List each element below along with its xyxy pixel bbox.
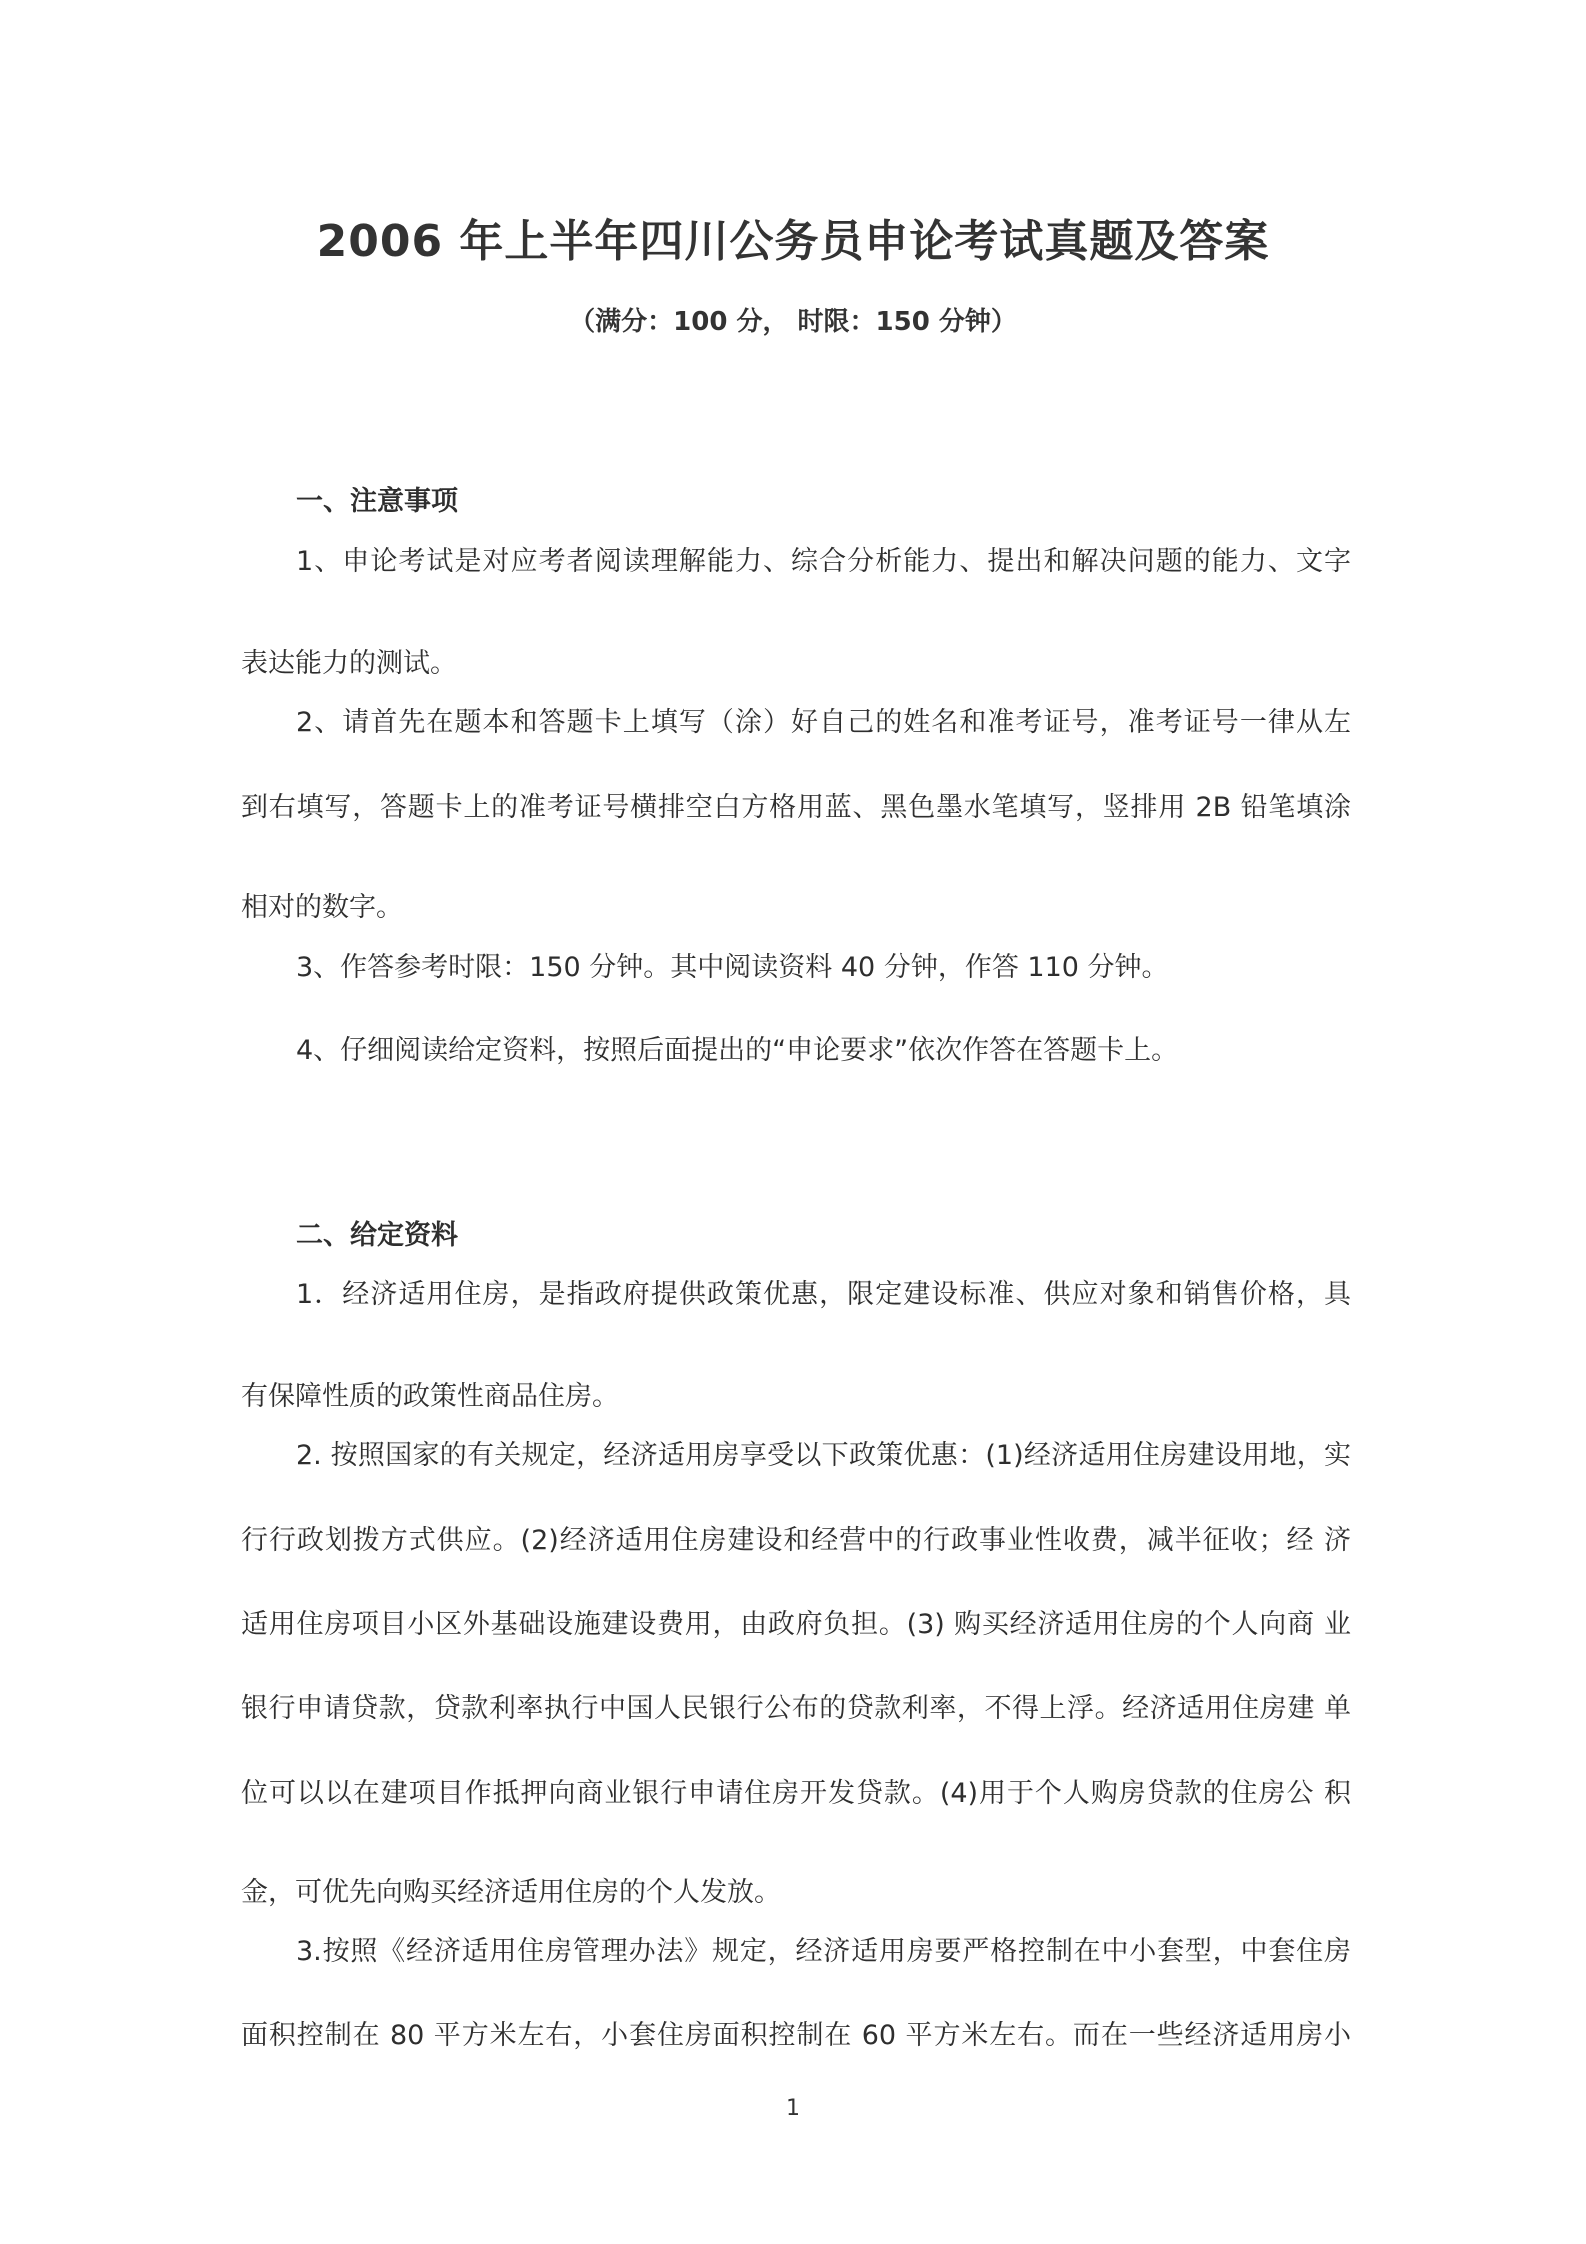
paragraph-line: 金，可优先向购买经济适用住房的个人发放。 (241, 1877, 781, 1908)
section-heading-materials: 二、给定资料 (296, 1220, 458, 1251)
document-title: 2006 年上半年四川公务员申论考试真题及答案 (316, 216, 1270, 267)
paragraph-line: 4、仔细阅读给定资料，按照后面提出的“申论要求”依次作答在答题卡上。 (296, 1035, 1179, 1066)
paragraph-line: 有保障性质的政策性商品住房。 (241, 1381, 619, 1412)
paragraph-line: 1．经济适用住房，是指政府提供政策优惠，限定建设标准、供应对象和销售价格，具 (296, 1279, 1351, 1310)
paragraph-line: 相对的数字。 (241, 892, 403, 923)
paragraph-line: 2. 按照国家的有关规定，经济适用房享受以下政策优惠：(1)经济适用住房建设用地，实 (296, 1440, 1351, 1471)
paragraph-line: 表达能力的测试。 (241, 648, 457, 679)
paragraph-line: 到右填写，答题卡上的准考证号横排空白方格用蓝、黑色墨水笔填写，竖排用 2B 铅笔填涂 (241, 792, 1351, 823)
paragraph-line: 3、作答参考时限：150 分钟。其中阅读资料 40 分钟，作答 110 分钟。 (296, 952, 1169, 983)
paragraph-line: 3.按照《经济适用住房管理办法》规定，经济适用房要严格控制在中小套型，中套住房 (296, 1936, 1351, 1967)
page-number: 1 (786, 2096, 800, 2121)
paragraph-line: 面积控制在 80 平方米左右，小套住房面积控制在 60 平方米左右。而在一些经济适用房小 (241, 2020, 1351, 2051)
document-subtitle: （满分：100 分， 时限：150 分钟） (569, 307, 1017, 337)
paragraph-line: 位可以以在建项目作抵押向商业银行申请住房开发贷款。(4)用于个人购房贷款的住房公 积 (241, 1778, 1351, 1809)
paragraph-line: 1、申论考试是对应考者阅读理解能力、综合分析能力、提出和解决问题的能力、文字 (296, 546, 1351, 577)
paragraph-line: 2、请首先在题本和答题卡上填写（涂）好自己的姓名和准考证号，准考证号一律从左 (296, 707, 1351, 738)
paragraph-line: 行行政划拨方式供应。(2)经济适用住房建设和经营中的行政事业性收费，减半征收；经 济 (241, 1525, 1351, 1556)
paragraph-line: 银行申请贷款，贷款利率执行中国人民银行公布的贷款利率，不得上浮。经济适用住房建 单 (241, 1693, 1351, 1724)
section-heading-notes: 一、注意事项 (296, 486, 458, 517)
paragraph-line: 适用住房项目小区外基础设施建设费用，由政府负担。(3) 购买经济适用住房的个人向商 业 (241, 1609, 1351, 1640)
